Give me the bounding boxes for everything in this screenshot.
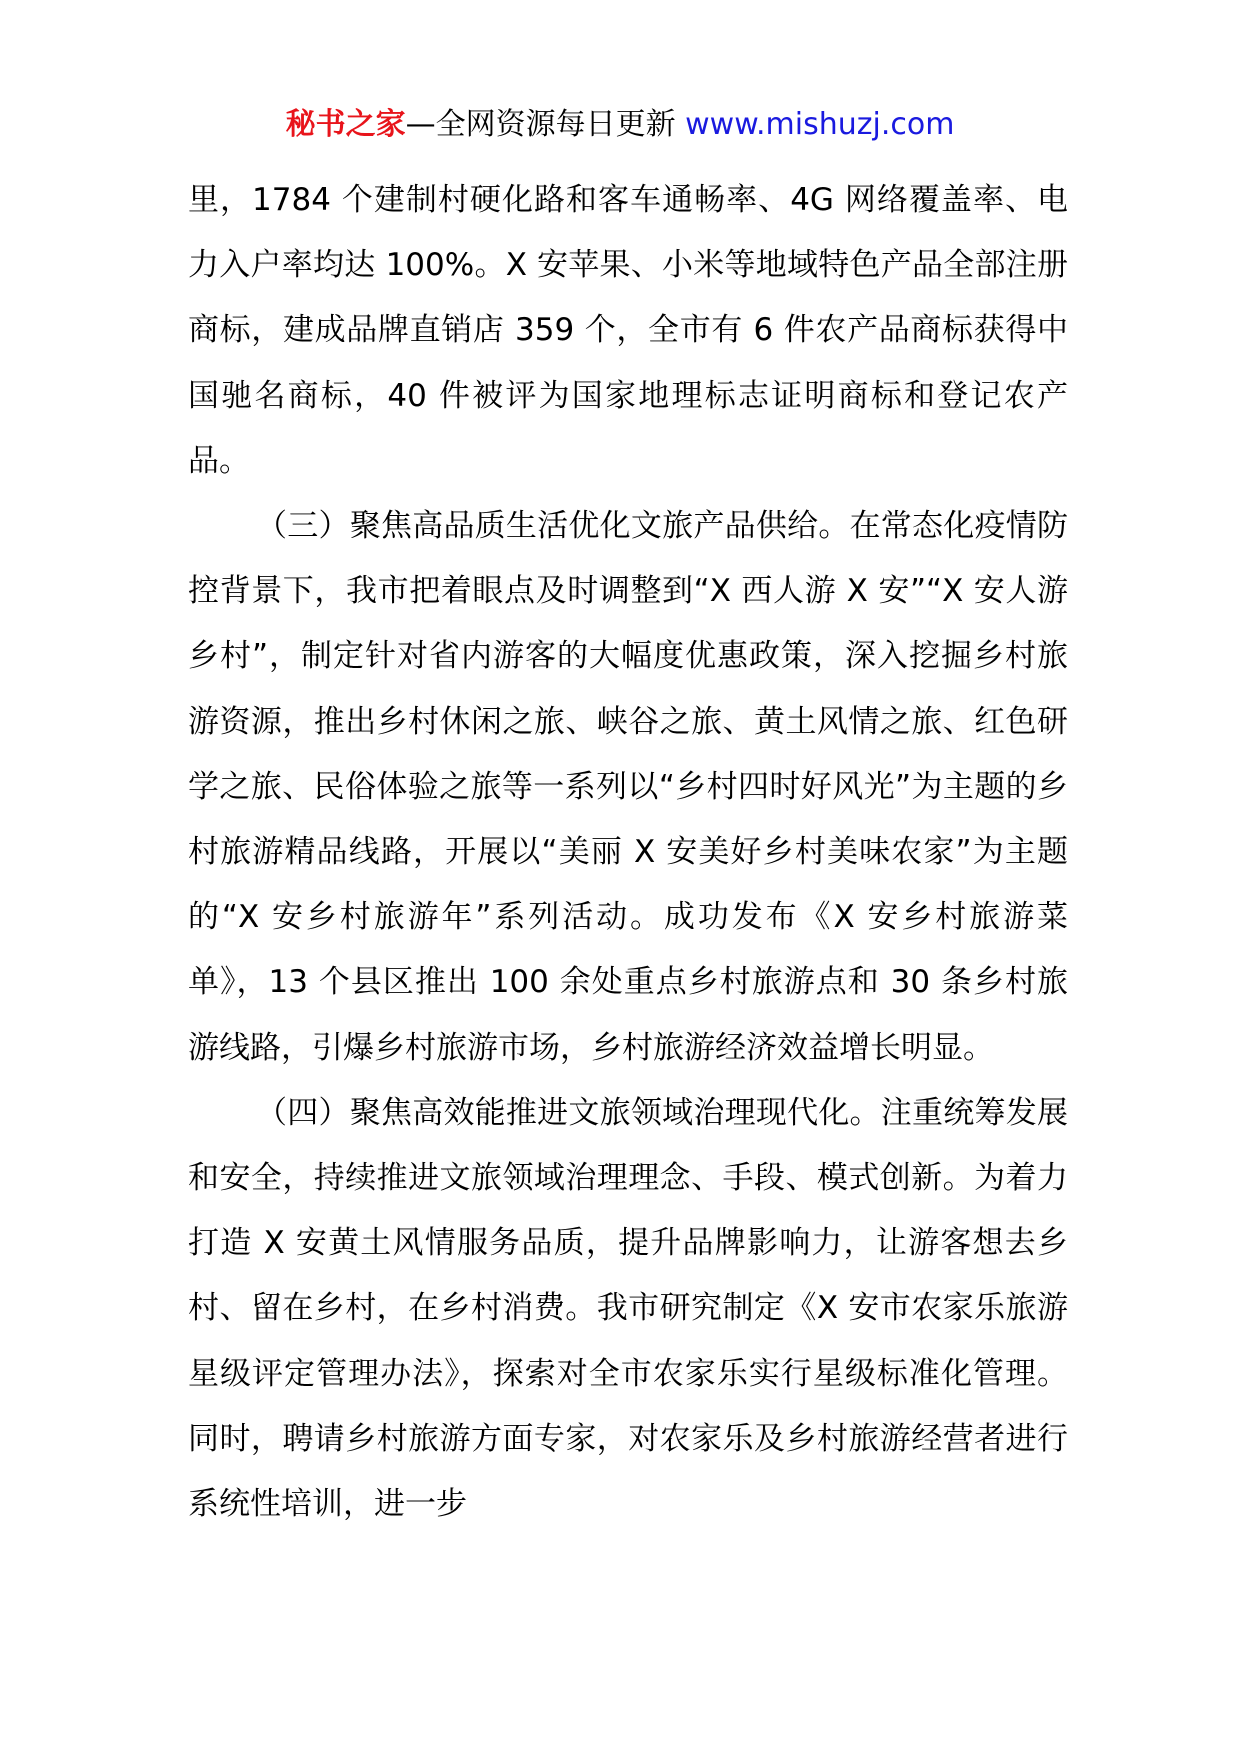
brand-name: 秘书之家 — [285, 107, 406, 142]
paragraph-section-three: （三）聚焦高品质生活优化文旅产品供给。在常态化疫情防控背景下，我市把着眼点及时调整到“X 西人游 X 安”“X 安人游乡村”，制定针对省内游客的大幅度优惠政策，深入挖掘乡村旅游资源，推出乡村休闲之旅、峡谷之旅、黄土风情之旅、红色研学之旅、民俗体验之旅等一系列以“乡村四时好风光”为主题的乡村旅游精品线路，开展以“美丽 X 安美好乡村美味农家”为主题的“X 安乡村旅游年”系列活动。成功发布《X 安乡村旅游菜单》，13 个县区推出 100 余处重点乡村旅游点和 30 条乡村旅游线路，引爆乡村旅游市场，乡村旅游经济效益增长明显。 — [188, 508, 1068, 1066]
site-url[interactable]: www.mishuzj.com — [685, 107, 955, 142]
header-tagline: —全网资源每日更新 — [405, 107, 686, 142]
page-header — [0, 103, 1240, 147]
paragraph-continuation: 里，1784 个建制村硬化路和客车通畅率、4G 网络覆盖率、电力入户率均达 100%。X 安苹果、小米等地域特色产品全部注册商标，建成品牌直销店 359 个，全市有 6 件农产品商标获得中国驰名商标，40 件被评为国家地理标志证明商标和登记农产品。 — [188, 182, 1068, 479]
document-body — [188, 168, 1068, 1537]
paragraph-section-four: （四）聚焦高效能推进文旅领域治理现代化。注重统筹发展和安全，持续推进文旅领域治理理念、手段、模式创新。为着力打造 X 安黄土风情服务品质，提升品牌影响力，让游客想去乡村、留在乡村，在乡村消费。我市研究制定《X 安市农家乐旅游星级评定管理办法》，探索对全市农家乐实行星级标准化管理。同时，聘请乡村旅游方面专家，对农家乐及乡村旅游经营者进行系统性培训，进一步 — [188, 1094, 1068, 1523]
